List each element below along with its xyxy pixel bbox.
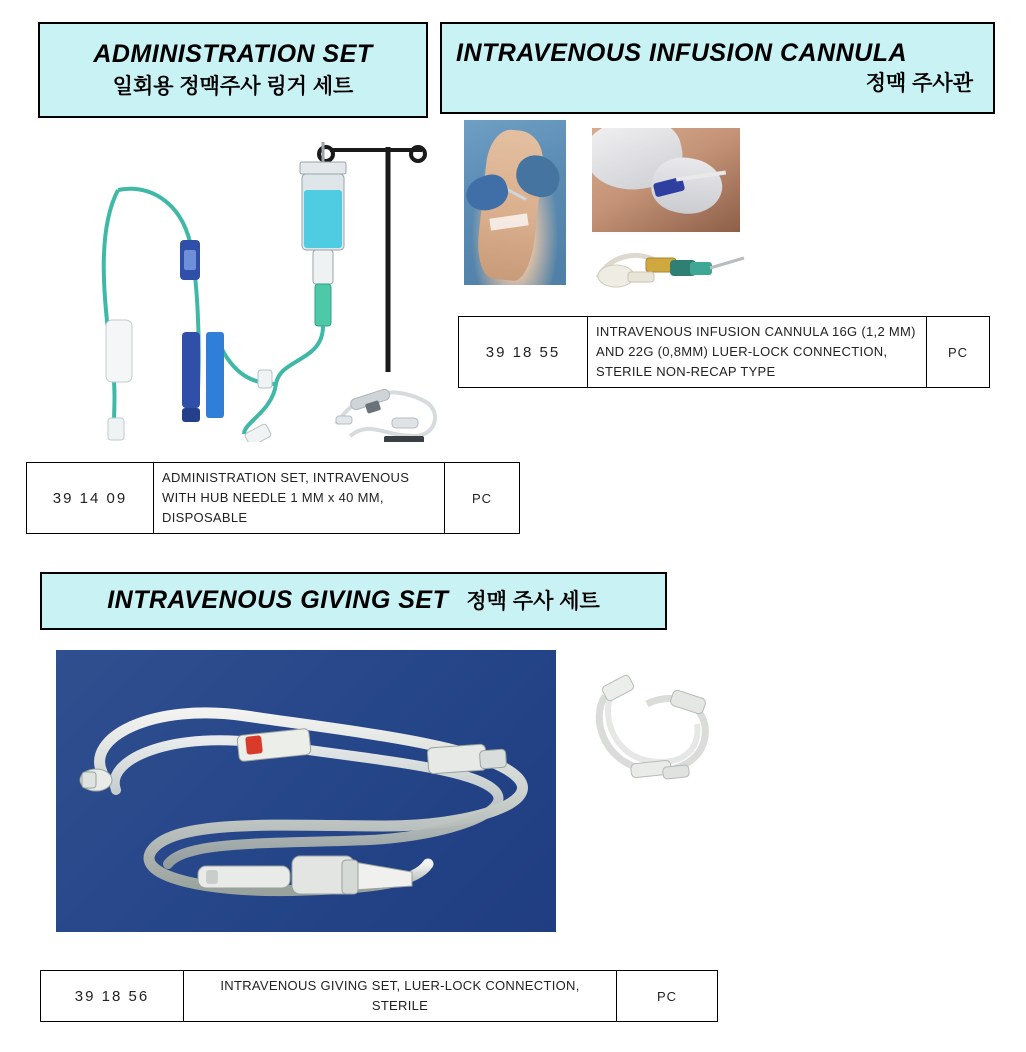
administration-set-title-en: ADMINISTRATION SET bbox=[93, 39, 373, 68]
cannula-title-en: INTRAVENOUS INFUSION CANNULA bbox=[456, 38, 908, 67]
cannula-insertion-hand-photo bbox=[592, 128, 740, 232]
section-title-administration-set bbox=[38, 22, 428, 118]
table-row bbox=[41, 971, 718, 1022]
administration-set-description: ADMINISTRATION SET, INTRAVENOUS WITH HUB NEEDLE 1 MM x 40 MM, DISPOSABLE bbox=[154, 463, 445, 534]
administration-set-illustration bbox=[30, 122, 450, 442]
table-row bbox=[27, 463, 520, 534]
giving-set-spec-table bbox=[40, 970, 718, 1022]
administration-set-spec-table bbox=[26, 462, 520, 534]
giving-set-description: INTRAVENOUS GIVING SET, LUER-LOCK CONNECTION, STERILE bbox=[184, 971, 617, 1022]
intravenous-giving-set-photo bbox=[56, 650, 556, 932]
section-title-intravenous-infusion-cannula bbox=[440, 22, 995, 114]
cannula-description: INTRAVENOUS INFUSION CANNULA 16G (1,2 MM) AND 22G (0,8MM) LUER-LOCK CONNECTION, STERILE NON-RECAP TYPE bbox=[588, 317, 927, 388]
giving-set-code: 39 18 56 bbox=[41, 971, 184, 1022]
cannula-insertion-arm-photo bbox=[464, 120, 566, 285]
cannula-spec-table bbox=[458, 316, 990, 388]
administration-set-unit: PC bbox=[445, 463, 520, 534]
cannula-product-photo bbox=[594, 242, 746, 296]
administration-set-title-ko: 일회용 정맥주사 링거 세트 bbox=[112, 75, 354, 99]
section-title-intravenous-giving-set bbox=[40, 572, 667, 630]
administration-set-code: 39 14 09 bbox=[27, 463, 154, 534]
intravenous-giving-set-product-photo bbox=[585, 666, 721, 796]
cannula-code: 39 18 55 bbox=[459, 317, 588, 388]
giving-set-title-ko: 정맥 주사 세트 bbox=[466, 590, 600, 614]
giving-set-unit: PC bbox=[617, 971, 718, 1022]
cannula-title-ko: 정맥 주사관 bbox=[865, 72, 973, 96]
giving-set-title-en: INTRAVENOUS GIVING SET bbox=[107, 586, 449, 615]
table-row bbox=[459, 317, 990, 388]
cannula-unit: PC bbox=[927, 317, 990, 388]
